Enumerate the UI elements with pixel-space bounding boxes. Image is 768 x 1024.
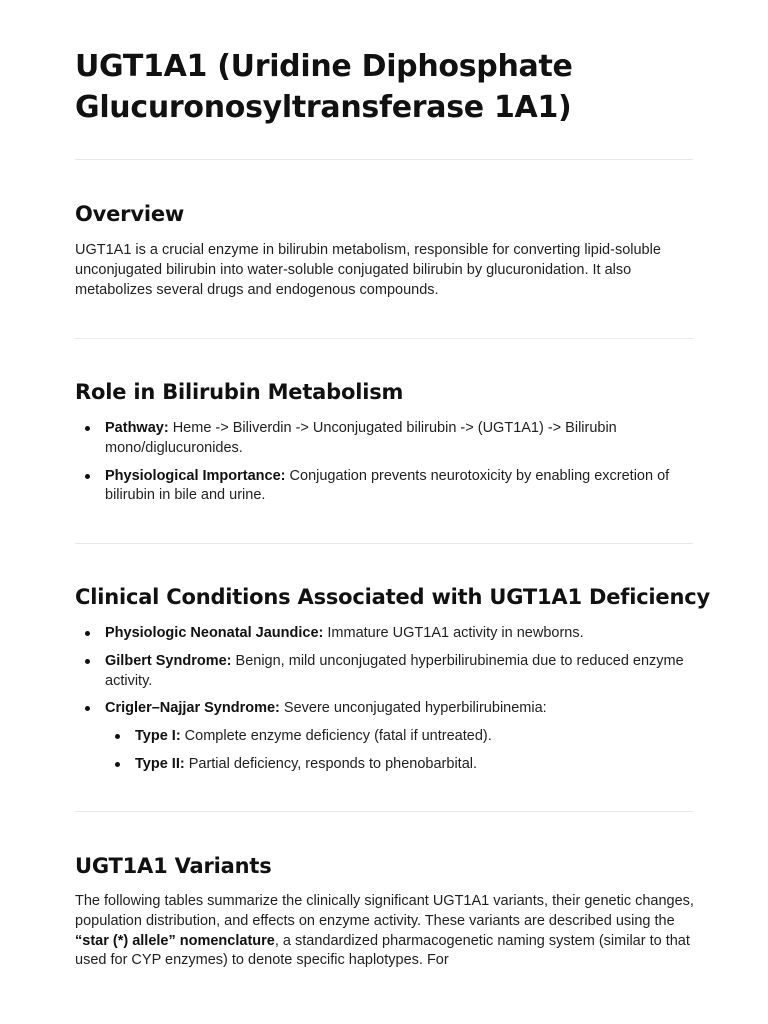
item-text: Immature UGT1A1 activity in newborns. (323, 625, 584, 641)
item-label: Type I: (135, 728, 181, 745)
item-text: Partial deficiency, responds to phenobarbital. (184, 755, 478, 772)
list-item (105, 755, 695, 775)
section-divider (75, 811, 693, 812)
item-label: Physiologic Neonatal Jaundice: (105, 625, 324, 641)
section-divider (75, 159, 693, 160)
item-text: Heme -> Biliverdin -> Unconjugated bilirubin -> (UGT1A1) -> Bilirubin mono/diglucuronides. (105, 420, 617, 456)
item-text: Complete enzyme deficiency (fatal if untreated). (180, 728, 492, 745)
list-item (75, 652, 695, 692)
overview-heading: Overview (75, 202, 185, 226)
variants-heading: UGT1A1 Variants (75, 854, 272, 878)
variants-text-end: , a standardized pharmacogenetic naming system (similar to that used for CYP enzymes) to denote specific haplotypes. For (75, 932, 690, 969)
item-label: Physiological Importance: (105, 467, 286, 484)
role-list (75, 419, 695, 514)
item-text: Benign, mild unconjugated hyperbilirubinemia due to reduced enzyme activity. (105, 652, 684, 689)
item-label: Pathway: (105, 420, 169, 436)
section-divider (75, 543, 693, 544)
list-item (105, 727, 695, 747)
item-label: Crigler–Najjar Syndrome: (105, 700, 280, 717)
item-text: Conjugation prevents neurotoxicity by enabling excretion of bilirubin in bile and urine. (105, 467, 670, 504)
variants-text-start: The following tables summarize the clinically significant UGT1A1 variants, their genetic changes, population distribution, and effects on enzyme activity. These variants are described using the (75, 893, 694, 929)
overview-paragraph: UGT1A1 is a crucial enzyme in bilirubin metabolism, responsible for converting lipid-soluble unconjugated bilirubin into water-soluble conjugated bilirubin by glucuronidation. It also metabolizes several drugs and endogenous compounds. (75, 242, 661, 298)
list-item (75, 699, 695, 774)
item-text: Severe unconjugated hyperbilirubinemia: (279, 700, 547, 717)
variants-paragraph (75, 892, 695, 971)
list-item (75, 419, 695, 459)
clinical-heading: Clinical Conditions Associated with UGT1A1 Deficiency (75, 585, 710, 609)
item-label: Gilbert Syndrome: (105, 652, 232, 669)
section-divider (75, 338, 693, 339)
crigler-najjar-sublist (105, 727, 695, 775)
star-allele-term: “star (*) allele” nomenclature (75, 932, 275, 949)
list-item (75, 624, 695, 644)
item-label: Type II: (135, 755, 185, 772)
page-title: UGT1A1 (Uridine Diphosphate Glucuronosyltransferase 1A1) (75, 49, 573, 125)
list-item (75, 467, 695, 507)
role-heading: Role in Bilirubin Metabolism (75, 380, 404, 404)
clinical-list (75, 624, 695, 783)
